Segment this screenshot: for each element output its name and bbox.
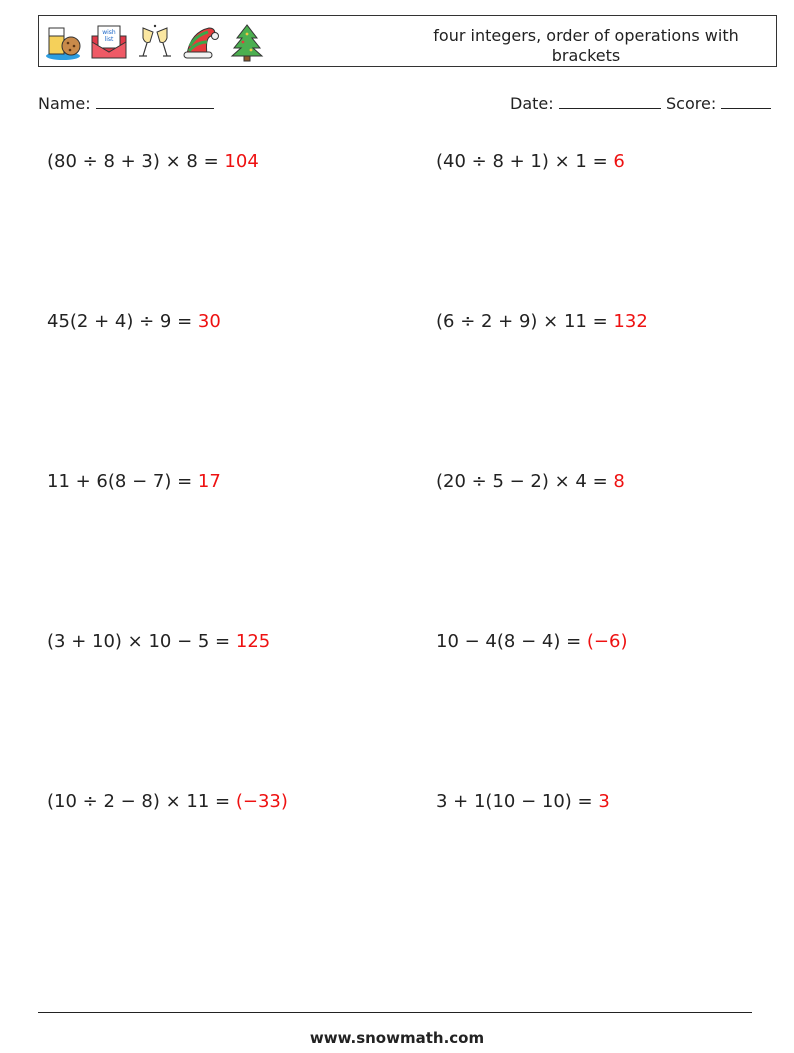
striped-elf-hat-icon [181, 22, 221, 62]
milk-and-cookie-icon [43, 22, 83, 62]
header-icons [43, 22, 267, 62]
date-label: Date: [510, 94, 554, 113]
problem-4 [436, 311, 648, 332]
problem-expression: (40 ÷ 8 + 1) × 1 = [436, 151, 608, 172]
problem-answer: 6 [613, 151, 625, 172]
worksheet-header [38, 15, 777, 67]
problem-5 [47, 471, 221, 492]
problem-expression: (6 ÷ 2 + 9) × 11 = [436, 311, 608, 332]
problem-7 [47, 631, 270, 652]
problem-answer: 104 [224, 151, 259, 172]
footer-divider [38, 1012, 752, 1013]
date-field [510, 94, 661, 113]
problem-expression: 3 + 1(10 − 10) = [436, 791, 593, 812]
problem-expression: 10 − 4(8 − 4) = [436, 631, 582, 652]
problem-answer: 125 [235, 631, 271, 652]
problem-answer: 30 [197, 311, 221, 332]
problem-3 [47, 311, 221, 332]
problem-answer: 132 [613, 311, 648, 332]
problem-expression: (10 ÷ 2 − 8) × 11 = [47, 791, 231, 812]
name-label: Name: [38, 94, 91, 113]
score-label: Score: [666, 94, 717, 113]
date-blank[interactable] [559, 94, 661, 109]
problem-answer: 8 [613, 471, 625, 492]
envelope-text-icon: wish [102, 29, 116, 36]
score-field [666, 94, 771, 113]
problem-answer: (−33) [235, 791, 288, 812]
problem-expression: 45(2 + 4) ÷ 9 = [47, 311, 193, 332]
problem-2 [436, 151, 625, 172]
christmas-tree-icon [227, 22, 267, 62]
problem-expression: (3 + 10) × 10 − 5 = [47, 631, 231, 652]
problem-expression: (80 ÷ 8 + 3) × 8 = [47, 151, 219, 172]
problem-expression: 11 + 6(8 − 7) = [47, 471, 193, 492]
worksheet-title: four integers, order of operations with brackets [433, 26, 739, 65]
wish-list-envelope-icon [89, 22, 129, 62]
problem-6 [436, 471, 625, 492]
problem-8 [436, 631, 628, 652]
footer-url[interactable]: www.snowmath.com [309, 1029, 485, 1047]
problem-answer: 17 [197, 471, 221, 492]
problem-expression: (20 ÷ 5 − 2) × 4 = [436, 471, 608, 492]
problem-answer: (−6) [586, 631, 628, 652]
envelope-text-list-icon: list [104, 36, 114, 43]
champagne-toast-icon [135, 22, 175, 62]
problem-answer: 3 [598, 791, 610, 812]
problem-9 [47, 791, 288, 812]
score-blank[interactable] [721, 94, 771, 109]
name-field [38, 94, 214, 113]
problem-1 [47, 151, 259, 172]
problem-10 [436, 791, 610, 812]
name-blank[interactable] [96, 94, 214, 109]
